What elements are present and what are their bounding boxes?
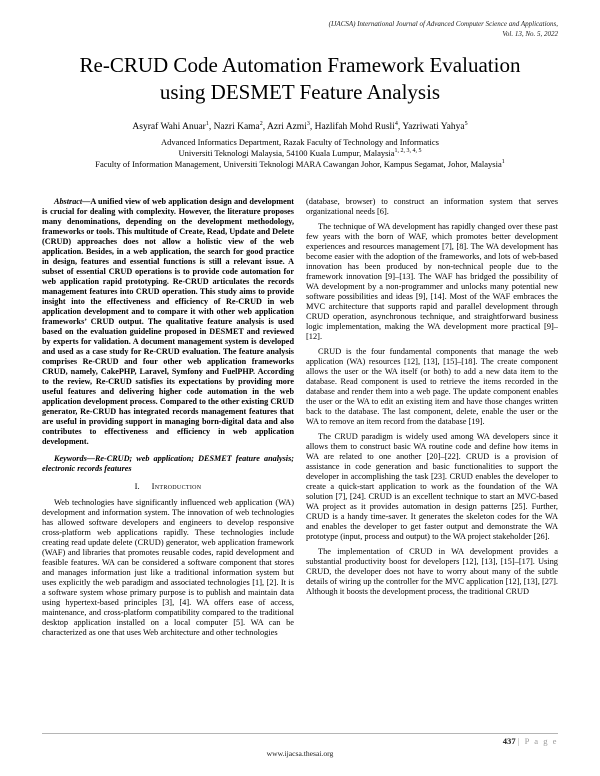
abstract-label: Abstract— [54, 197, 91, 206]
author: Yazriwati Yahya$^5$ [402, 120, 468, 132]
left-paragraphs [42, 498, 294, 638]
author: Nazri Kama$^2$ [213, 120, 263, 132]
author: Asyraf Wahi Anuar$^1$ [132, 120, 209, 132]
paper-title: Re-CRUD Code Automation Framework Evaluation using DESMET Feature Analysis [79, 53, 521, 104]
left-column [42, 197, 294, 643]
keywords [42, 454, 294, 474]
journal-name: (IJACSA) International Journal of Advanced Computer Science and Applications, [328, 20, 558, 28]
section-number: I. [134, 481, 140, 491]
author: Hazlifah Mohd Rusli$^4$ [314, 120, 398, 132]
keywords-text: Re-CRUD; web application; DESMET feature analysis; electronic records features [42, 454, 294, 473]
section-title: Introduction [151, 481, 202, 491]
page-number-value: 437 [502, 736, 516, 746]
two-column-body [42, 197, 558, 643]
body-paragraph: (database, browser) to construct an information system that serves organizational needs [6]. [306, 197, 558, 216]
footer-divider [42, 733, 558, 734]
body-paragraph: The CRUD paradigm is widely used among WA developers since it allows them to construct basic WA routine code and define how items in WA are related to one another [20]–[22]. CRUD is a provision of assistance in code generation and basic functionalities to support the developer in accomplishing the task [23]. CRUD enables the developer to create a quick-start application to work as the foundation of the WA solution [7], [24]. CRUD is an excellent technique to start an MVC-based WA project as it provides automation in design patterns [25]. Further, CRUD is a handy time-saver. It generates the skeleton codes for the WA and enables the developer to get faster output and demonstrate the WA prototype (input, process and output) to the WA project stakeholder [26]. [306, 432, 558, 541]
journal-header [329, 20, 558, 39]
keywords-label: Keywords— [54, 454, 95, 463]
page-number [503, 736, 558, 746]
page-number-label: | P a g e [517, 736, 558, 746]
body-paragraph: The implementation of CRUD in WA development provides a substantial productivity boost for developers [12], [13], [15]–[17]. Using CRUD, the developer does not have to worry about many of the subtle details of wiring up the controller for the MVC application [12], [13], [27]. Although it boosts the development process, the traditional CRUD [306, 547, 558, 596]
body-paragraph: CRUD is the four fundamental components that manage the web application (WA) resources [12], [13], [15]–[18]. The create component allows the user or the WA itself (or both) to add a new data item to the database. Read component is used to retrieve the items recorded in the database and render them into a web page. The update component enables the user or the WA to edit an existing item and have those changes written back to the database. The last component, delete, enable the user or the WA to remove an item record from the database [19]. [306, 347, 558, 426]
right-paragraphs [306, 197, 558, 597]
abstract-text: A unified view of web application design and development is crucial for dealing with complexity. However, the literature proposes many denominations, depending on the development methodology, frameworks or tools. This multitude of Create, Read, Update and Delete (CRUD) approaches does not allow a holistic view of the web application. Besides, in a web application, the search for good practice in design, features and essential functions is still a relevant issue. A subset of essential CRUD operations is to provide code automation for web application rapid prototyping. Re-CRUD articulates the records management features into CRUD operation. This study aims to provide insight into the effectiveness and efficiency of Re-CRUD in web application development and to compare it with other web application frameworks’ CRUD output. The qualitative feature analysis is used based on the evaluation guideline proposed in DESMET and reviewed by experts for validation. A document management system is developed and used as a case study for Re-CRUD evaluation. The feature analysis comprises Re-CRUD and four other web application frameworks CRUD, namely, CakePHP, Laravel, Symfony and FuelPHP. According to the review, Re-CRUD satisfies its expectations by providing more useful features and delivering higher code automation in the web application development process. Compared to the other existing CRUD generator, Re-CRUD has integrated records management features that are useful in providing support in managing born-digital data and also contributes to effectiveness and efficiency in web application development. [42, 197, 294, 446]
affiliation-line: Faculty of Information Management, Universiti Teknologi MARA Cawangan Johor, Kampus Segamat, Johor, Malaysia$^1$ [95, 159, 505, 169]
footer-url: www.ijacsa.thesai.org [266, 749, 334, 758]
right-column [306, 197, 558, 643]
authors-line: Asyraf Wahi Anuar$^1$, Nazri Kama$^2$, Azri Azmi$^3$, Hazlifah Mohd Rusli$^4$, Yazriwati Yahya$^5$ [132, 120, 468, 132]
body-paragraph: Web technologies have significantly influenced web application (WA) development and information system. The innovation of web technologies has allowed software developers and engineers to develop responsive cross-platform web applications rapidly. These technologies include creating read update delete (CRUD) generator, web application framework (WAF) and libraries that promotes reusable codes, rapid development and feasible features. WA can be considered a software component that stores and manages information just like a traditional information system but uses explicitly the web paradigm and associated technologies [1], [2]. It is a software system whose primary purpose is to publish and maintain data using hypertext-based principles [3], [4]. WA offers ease of access, maintenance, and cross-platform compatibility compared to the traditional desktop application installed on a local computer [5]. WA can be characterized as one that uses Web architecture and other technologies [42, 498, 294, 637]
body-paragraph: The technique of WA development has rapidly changed over these past few years with the born of WAF, which promotes better development experiences and resources management [7], [8]. The WA development has become easier with the adoption of the frameworks, and lots of web-based innovation has been produced by non-technical people due to the framework innovation [9]–[13]. The WAF has bridged the possibility of WA development by a non-programmer and unlocks many potential new software possibilities and ideas [9], [14]. Most of the WAF embraces the MVC architecture that supports rapid and parallel development through CRUD operation, asynchronous technique, and straightforward business logic implementation, making the WA development more practical [9]–[12]. [306, 222, 558, 341]
abstract [42, 197, 294, 447]
affiliation-line: Advanced Informatics Department, Razak Faculty of Technology and Informatics [160, 137, 439, 147]
affiliation-line: Universiti Teknologi Malaysia, 54100 Kuala Lumpur, Malaysia$^{1, 2, 3, 4, 5}$ [178, 148, 422, 158]
journal-volume: Vol. 13, No. 5, 2022 [502, 29, 558, 38]
section-heading-introduction [42, 481, 294, 492]
affiliations [0, 137, 600, 170]
author: Azri Azmi$^3$ [267, 120, 310, 132]
